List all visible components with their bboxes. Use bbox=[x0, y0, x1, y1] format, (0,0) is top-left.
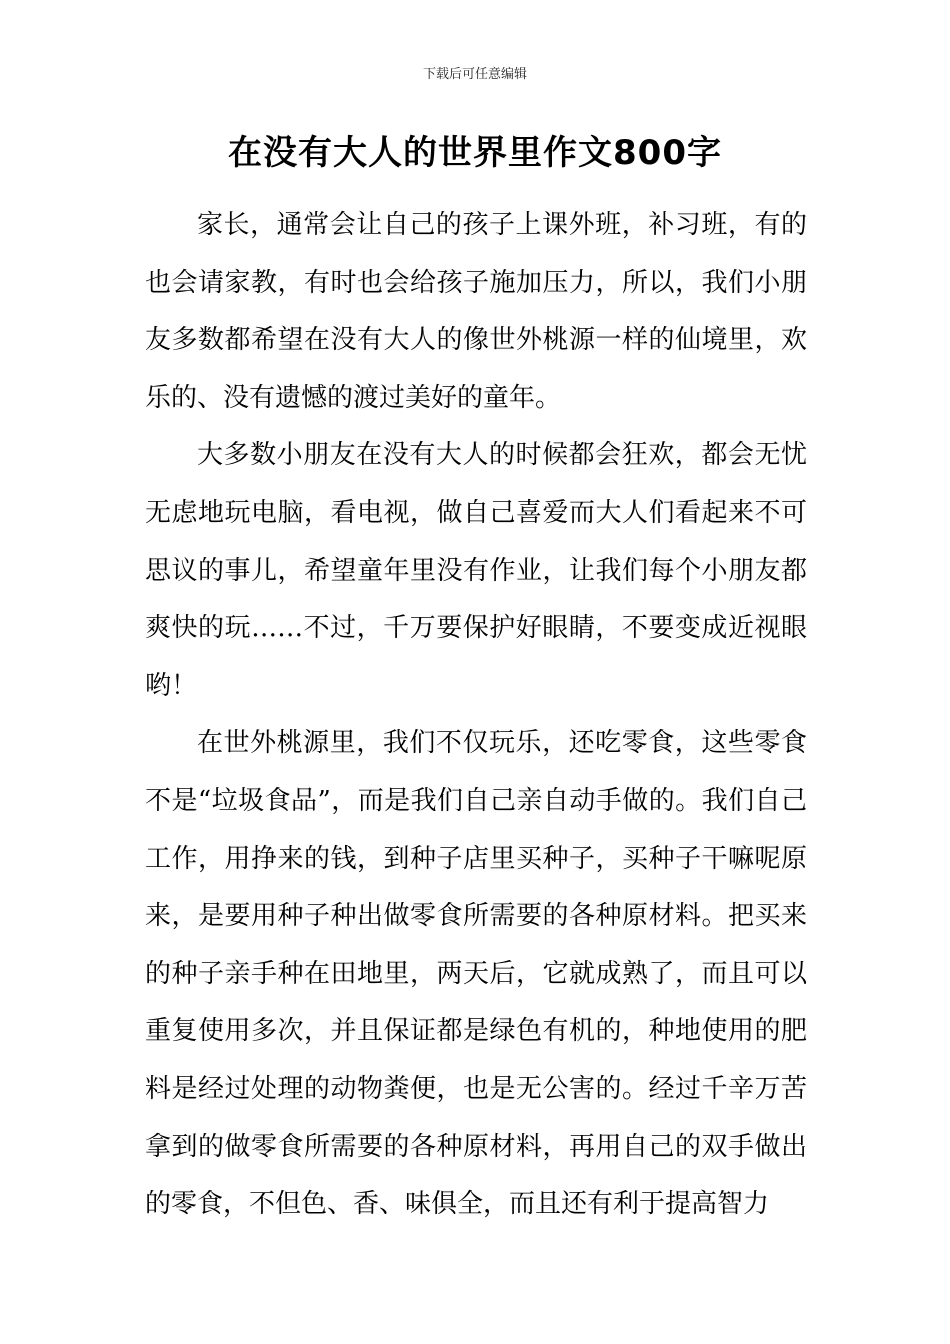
header-note: 下载后可任意编辑 bbox=[422, 67, 527, 82]
paragraph-3: 在世外桃源里，我们不仅玩乐，还吃零食，这些零食不是“垃圾食品”，而是我们自己亲自动手做的。我们自己工作，用挣来的钱，到种子店里买种子，买种子干嘛呢原来，是要用种子种出做零食所需要的各种原材料。把买来的种子亲手种在田地里，两天后，它就成熟了，而且可以重复使用多次，并且保证都是绿色有机的，种地使用的肥料是经过处理的动物粪便，也是无公害的。经过千辛万苦拿到的做零食所需要的各种原材料，再用自己的双手做出的零食，不但色、香、味俱全，而且还有利于提高智力 bbox=[145, 728, 807, 1220]
document-body bbox=[145, 197, 807, 1234]
paragraph-2: 大多数小朋友在没有大人的时候都会狂欢，都会无忧无虑地玩电脑，看电视，做自己喜爱而大人们看起来不可思议的事儿，希望童年里没有作业，让我们每个小朋友都爽快的玩……不过，千万要保护好眼睛，不要变成近视眼哟！ bbox=[145, 440, 807, 701]
paragraph-1: 家长，通常会让自己的孩子上课外班，补习班，有的也会请家教，有时也会给孩子施加压力，所以，我们小朋友多数都希望在没有大人的像世外桃源一样的仙境里，欢乐的、没有遗憾的渡过美好的童年。 bbox=[145, 210, 807, 413]
page-title: 在没有大人的世界里作文800字 bbox=[228, 133, 722, 173]
